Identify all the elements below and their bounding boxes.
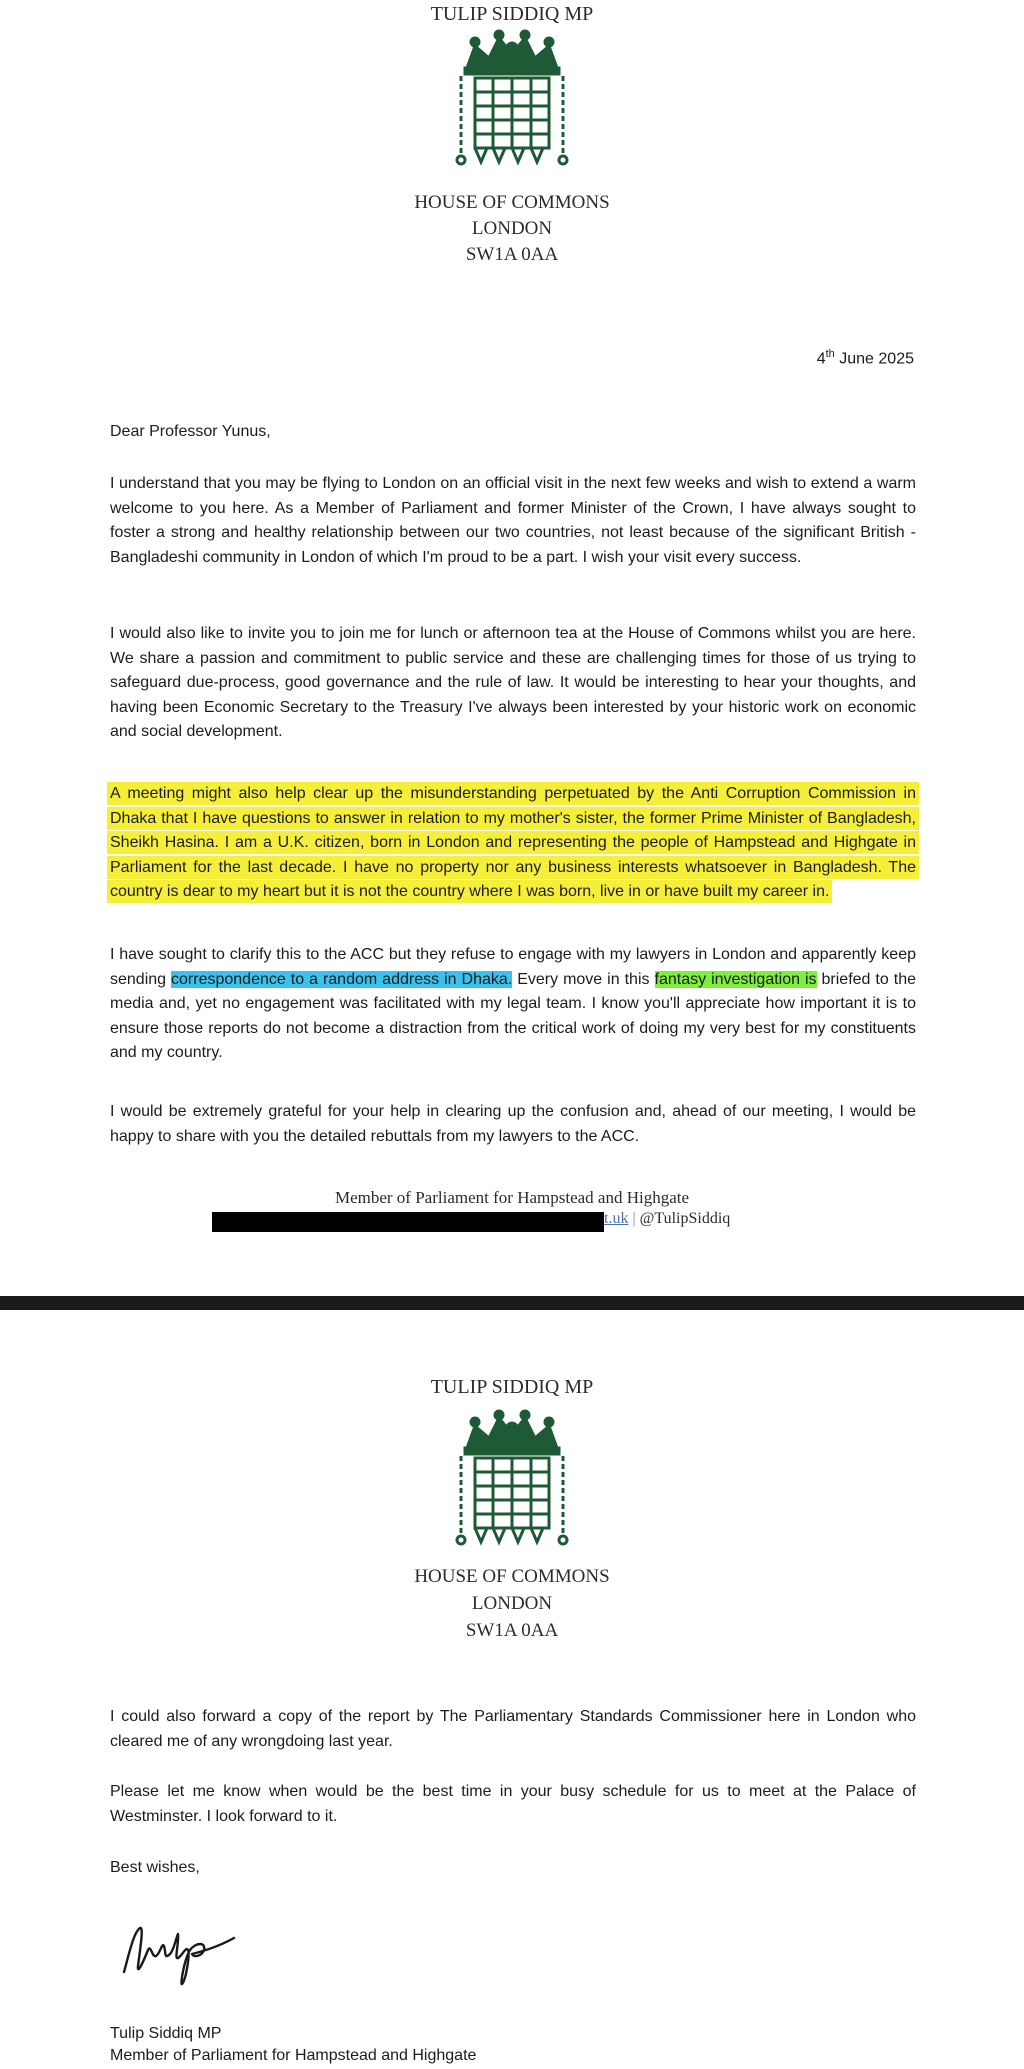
green-highlight: fantasy investigation is	[654, 970, 817, 988]
twitter-handle: @TulipSiddiq	[639, 1210, 731, 1227]
letterhead-name: TULIP SIDDIQ MP	[430, 3, 594, 25]
portcullis-crest-icon-2	[437, 1408, 587, 1558]
footer-title: Member of Parliament for Hampstead and Highgate	[334, 1188, 690, 1207]
letterhead-address-2-line-2: LONDON	[471, 1593, 553, 1614]
signature-name: Tulip Siddiq MP	[110, 2025, 222, 2042]
paragraph-5	[110, 1100, 916, 1149]
paragraph-4-part-2: Every move in this	[512, 970, 655, 988]
letterhead-address-2-line-1: HOUSE OF COMMONS	[414, 1566, 610, 1587]
letterhead-address-line-1: HOUSE OF COMMONS	[414, 192, 610, 213]
page-divider	[0, 1296, 1024, 1310]
letterhead-address-line-2: LONDON	[471, 218, 553, 239]
footer-separator: |	[628, 1210, 640, 1227]
letterhead-address-line-3: SW1A 0AA	[465, 244, 559, 265]
paragraph-2	[110, 622, 916, 745]
yellow-highlight: A meeting might also help clear up the misunderstanding perpetuated by the Anti Corruption Commission in Dhaka that I have questions to answer in relation to my mother's sister, the former Prime Minister of Bangladesh, Sheikh Hasina. I am a U.K. citizen, born in London and representing the people of Hampstead and Highgate in Parliament for the last decade. I have no property nor any business interests whatsoever in Bangladesh. The country is dear to my heart but it is not the country where I was born, live in or have built my career in.	[110, 785, 916, 900]
paragraph-3-text	[110, 782, 916, 905]
letterhead-address-2-line-3: SW1A 0AA	[465, 1620, 559, 1641]
email-link[interactable]: t.uk	[604, 1210, 629, 1227]
paragraph-4	[110, 943, 916, 1066]
paragraph-1	[110, 472, 916, 570]
closing: Best wishes,	[110, 1859, 200, 1876]
letterhead-name-2: TULIP SIDDIQ MP	[430, 1376, 594, 1398]
letter-2-paragraph-1	[110, 1705, 916, 1754]
paragraph-4-part-1: I have sought to clarify this to the ACC but they refuse to engage with my lawyers in London and apparently keep sending	[110, 946, 916, 988]
date-suffix: th	[825, 348, 835, 360]
letter-2-paragraph-1-text: I could also forward a copy of the report by The Parliamentary Standards Commissioner here in London who cleared me of any wrongdoing last year.	[110, 1708, 916, 1750]
portcullis-crest-icon	[437, 28, 587, 178]
footer-contact	[604, 1210, 730, 1228]
paragraph-5-text: I would be extremely grateful for your help in clearing up the confusion and, ahead of our meeting, I would be happy to share with you the detailed rebuttals from my lawyers to the ACC.	[110, 1103, 916, 1145]
paragraph-2-text: I would also like to invite you to join me for lunch or afternoon tea at the House of Commons whilst you are here. We share a passion and commitment to public service and these are challenging times for those of us trying to safeguard due-process, good governance and the rule of law. It would be interesting to hear your thoughts, and having been Economic Secretary to the Treasury I've always been interested by your historic work on economic and social development.	[110, 625, 916, 740]
paragraph-4-part-3: briefed to the media and, yet no engagement was facilitated with my legal team. I know you'll appreciate how important it is to ensure those reports do not become a distraction from the critical work of doing my very best for my constituents and my country.	[110, 970, 916, 1061]
handwritten-signature	[116, 1920, 246, 1988]
paragraph-1-text: I understand that you may be flying to London on an official visit in the next few weeks and wish to extend a warm welcome to you here. As a Member of Parliament and former Minister of the Crown, I have always sought to foster a strong and healthy relationship between our two countries, not least because of the significant British -Bangladeshi community in London of which I'm proud to be a part. I wish your visit every success.	[110, 475, 916, 566]
redacted-email-block	[212, 1212, 604, 1232]
letter-date	[817, 348, 914, 368]
letter-2-paragraph-2-text: Please let me know when would be the best time in your busy schedule for us to meet at the Palace of Westminster. I look forward to it.	[110, 1783, 916, 1825]
signature-title: Member of Parliament for Hampstead and Highgate	[110, 2047, 477, 2064]
blue-highlight: correspondence to a random address in Dhaka.	[171, 970, 513, 988]
letter-2-paragraph-2	[110, 1780, 916, 1829]
salutation: Dear Professor Yunus,	[110, 423, 271, 440]
paragraph-3	[110, 782, 916, 905]
paragraph-4-text	[110, 943, 916, 1066]
date-day: 4	[816, 350, 826, 368]
date-month-year: June 2025	[834, 350, 914, 368]
